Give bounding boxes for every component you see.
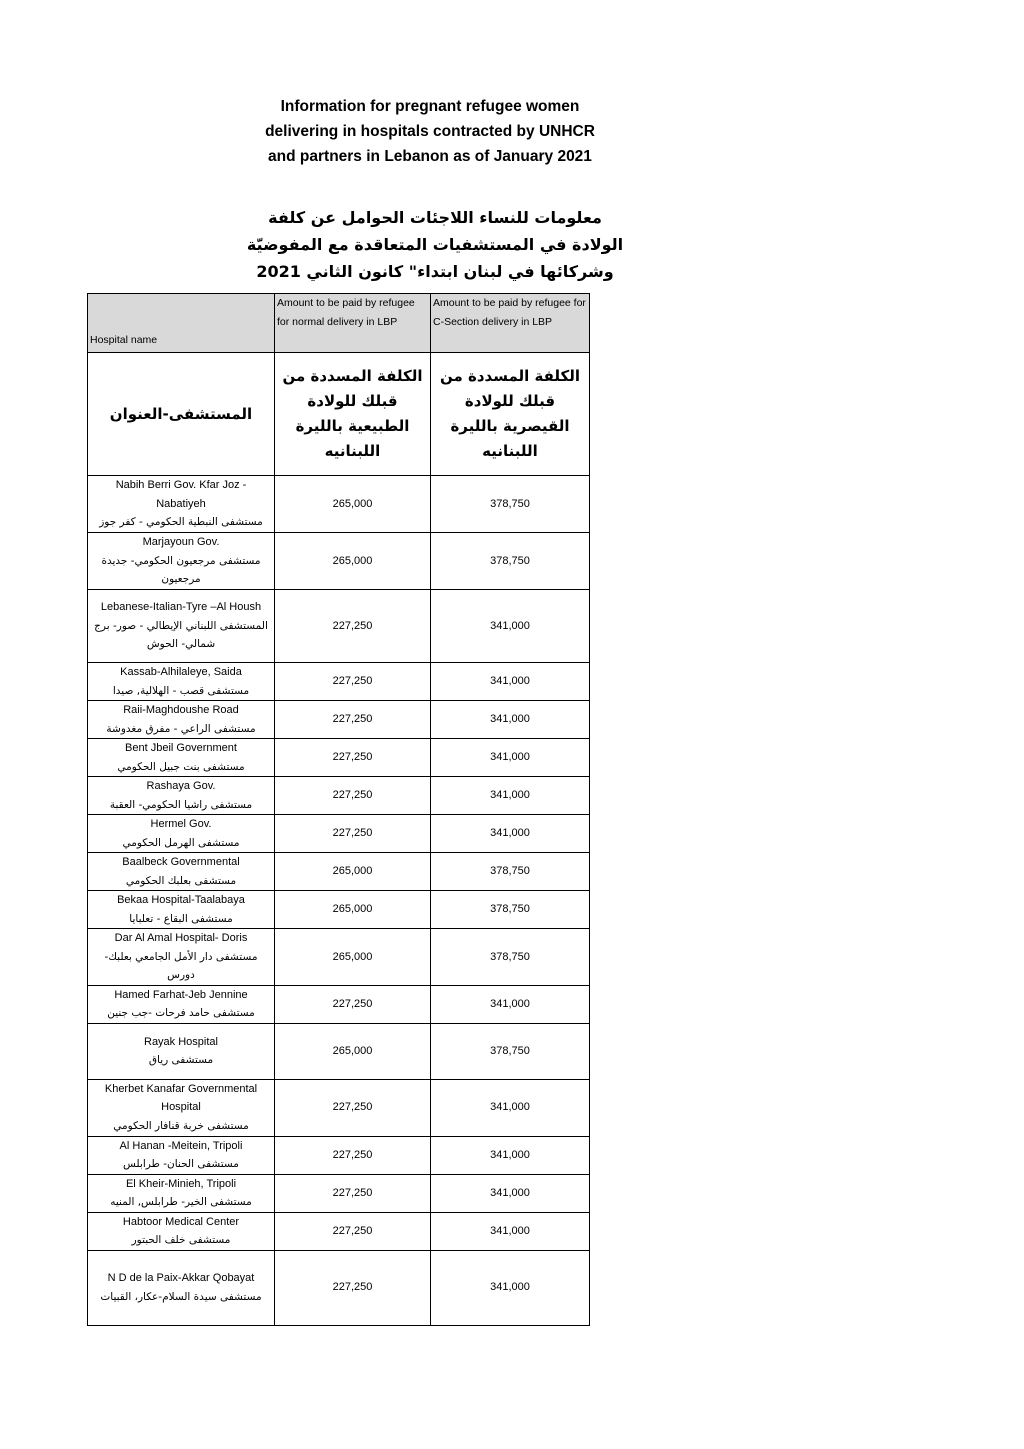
hospital-name-cell [88,1023,275,1079]
csection-delivery-amount: 341,000 [431,777,590,815]
hospital-name-english: Lebanese-Italian-Tyre –Al Housh [100,601,262,614]
header-normal-delivery-arabic: الكلفة المسددة من قبلك للولادة الطبيعية بالليرة اللبنانيه [275,353,431,476]
hospital-name-arabic: مستشفى بنت جبيل الحكومي [117,760,245,773]
hospital-name-english: Bekaa Hospital-Taalabaya [117,894,245,906]
hospital-name-english: Hermel Gov. [150,818,212,830]
normal-delivery-amount: 265,000 [275,929,431,986]
hospital-name-english: Bent Jbeil Government [125,742,237,754]
table-row [88,891,590,929]
hospital-name-english: Raii-Maghdoushe Road [123,704,239,716]
csection-delivery-amount: 378,750 [431,853,590,891]
hospital-name-cell [88,1174,275,1212]
csection-delivery-amount: 341,000 [431,1079,590,1136]
hospital-name-arabic: مستشفى قصب - الهلالية, صيدا [112,684,250,697]
hospital-name-arabic: مستشفى الراعي - مفرق مغدوشة [106,722,256,735]
header-row-english [88,294,590,353]
hospital-name-cell [88,663,275,701]
normal-delivery-amount: 227,250 [275,1174,431,1212]
hospital-name-cell [88,1136,275,1174]
document-title-english: Information for pregnant refugee women delivering in hospitals contracted by UNHCR and partners in Lebanon as of January 2021 [265,98,595,165]
table-row [88,1023,590,1079]
csection-delivery-amount: 341,000 [431,663,590,701]
hospital-name-arabic: مستشفى الحنان- طرابلس [123,1158,239,1170]
csection-delivery-amount: 378,750 [431,891,590,929]
csection-delivery-amount: 378,750 [431,533,590,590]
hospital-name-cell [88,590,275,663]
csection-delivery-amount: 341,000 [431,590,590,663]
hospital-name-arabic: مستشفى مرجعيون الحكومي- جديدة مرجعيون [101,554,261,586]
table-row [88,663,590,701]
hospital-name-cell [88,777,275,815]
normal-delivery-amount: 227,250 [275,590,431,663]
table-row [88,777,590,815]
hospital-name-cell [88,1250,275,1325]
hospital-name-english: Kassab-Alhilaleye, Saida [120,666,242,678]
document-title-arabic: معلومات للنساء اللاجئات الحوامل عن كلفة الولادة في المستشفيات المتعاقدة مع المفوضيّة وشركائها في لبنان ابتداء" كانون الثاني 2021 [246,208,624,281]
table-row [88,815,590,853]
table-row [88,1079,590,1136]
header-hospital-name: Hospital name [88,294,275,353]
hospital-name-english: N D de la Paix-Akkar Qobayat [107,1272,255,1284]
normal-delivery-amount: 227,250 [275,1136,431,1174]
normal-delivery-amount: 265,000 [275,476,431,533]
hospital-name-cell [88,701,275,739]
normal-delivery-amount: 265,000 [275,1023,431,1079]
hospital-name-english: Rashaya Gov. [146,780,216,792]
normal-delivery-amount: 227,250 [275,777,431,815]
csection-delivery-amount: 341,000 [431,739,590,777]
hospital-name-arabic: المستشفى اللبناني الإيطالي - صور- برج شمالي- الحوش [94,619,268,651]
table-row [88,985,590,1023]
normal-delivery-amount: 227,250 [275,1250,431,1325]
hospital-name-arabic: مستشفى دار الأمل الجامعي بعلبك- دورس [104,950,258,981]
table-row [88,929,590,986]
header-csection-delivery-arabic: الكلفة المسددة من قبلك للولادة القيصرية بالليرة اللبنانيه [431,353,590,476]
csection-delivery-amount: 378,750 [431,1023,590,1079]
normal-delivery-amount: 227,250 [275,663,431,701]
hospital-name-cell [88,1212,275,1250]
hospital-name-cell [88,1079,275,1136]
table-row [88,590,590,663]
hospital-name-cell [88,739,275,777]
table-row [88,1212,590,1250]
header-csection-delivery: Amount to be paid by refugee for C-Section delivery in LBP [431,294,590,353]
hospital-fees-table [87,293,590,1326]
csection-delivery-amount: 341,000 [431,815,590,853]
normal-delivery-amount: 227,250 [275,701,431,739]
csection-delivery-amount: 378,750 [431,929,590,986]
hospital-name-arabic: مستشفى رياق [148,1054,214,1066]
hospital-name-english: Dar Al Amal Hospital- Doris [114,932,248,944]
normal-delivery-amount: 227,250 [275,985,431,1023]
normal-delivery-amount: 265,000 [275,533,431,590]
normal-delivery-amount: 265,000 [275,891,431,929]
hospital-name-cell [88,815,275,853]
hospital-name-cell [88,929,275,986]
hospital-name-english: Rayak Hospital [144,1035,218,1048]
hospital-name-arabic: مستشفى النبطية الحكومي - كفر جوز [99,516,263,529]
hospital-name-arabic: مستشفى خلف الحبتور [131,1234,231,1246]
csection-delivery-amount: 378,750 [431,476,590,533]
header-row-arabic [88,353,590,476]
hospital-name-cell [88,476,275,533]
hospital-name-arabic: مستشفى الهرمل الحكومي [122,836,240,849]
hospital-name-arabic: مستشفى البقاع - تعلبايا [129,912,233,925]
table-row [88,739,590,777]
table-row [88,476,590,533]
hospital-name-english: Al Hanan -Meitein, Tripoli [119,1139,243,1152]
csection-delivery-amount: 341,000 [431,985,590,1023]
normal-delivery-amount: 227,250 [275,1212,431,1250]
hospital-name-english: Marjayoun Gov. [142,536,220,549]
csection-delivery-amount: 341,000 [431,701,590,739]
header-hospital-name-arabic: المستشفى-العنوان [88,353,275,476]
hospital-name-cell [88,891,275,929]
table-row [88,1250,590,1325]
hospital-name-arabic: مستشفى حامد فرحات -جب جنين [107,1007,255,1019]
hospital-name-english: Hamed Farhat-Jeb Jennine [114,988,248,1001]
hospital-name-arabic: مستشفى سيدة السلام-عكار، القبيات [100,1290,262,1303]
csection-delivery-amount: 341,000 [431,1212,590,1250]
hospital-name-english: Kherbet Kanafar Governmental Hospital [104,1082,258,1114]
hospital-name-english: El Kheir-Minieh, Tripoli [125,1177,237,1190]
hospital-name-arabic: مستشفى بعلبك الحكومي [125,874,237,887]
hospital-name-english: Habtoor Medical Center [122,1215,240,1228]
hospital-name-arabic: مستشفى راشيا الحكومي- العقبة [109,798,253,811]
hospital-name-english: Baalbeck Governmental [122,856,240,868]
normal-delivery-amount: 227,250 [275,1079,431,1136]
hospital-name-arabic: مستشفى الخير- طرابلس, المنيه [110,1196,252,1208]
csection-delivery-amount: 341,000 [431,1136,590,1174]
table-row [88,1136,590,1174]
normal-delivery-amount: 265,000 [275,853,431,891]
csection-delivery-amount: 341,000 [431,1174,590,1212]
normal-delivery-amount: 227,250 [275,815,431,853]
header-normal-delivery: Amount to be paid by refugee for normal delivery in LBP [275,294,431,353]
table-row [88,701,590,739]
hospital-name-english: Nabih Berri Gov. Kfar Joz - Nabatiyeh [115,479,247,510]
table-row [88,1174,590,1212]
hospital-name-arabic: مستشفى خربة قنافار الحكومي [113,1119,249,1132]
table-row [88,533,590,590]
hospital-name-cell [88,985,275,1023]
normal-delivery-amount: 227,250 [275,739,431,777]
table-row [88,853,590,891]
csection-delivery-amount: 341,000 [431,1250,590,1325]
hospital-name-cell [88,533,275,590]
hospital-name-cell [88,853,275,891]
